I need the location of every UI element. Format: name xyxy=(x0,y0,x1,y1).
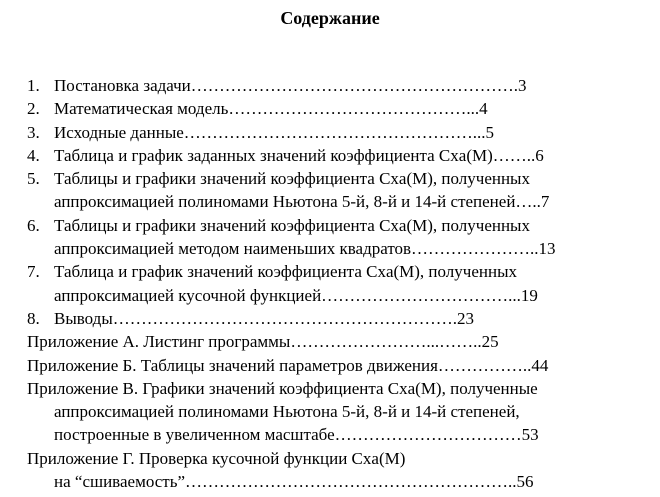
toc-appendix-v-continuation-2 xyxy=(0,423,660,446)
toc-entry-5-continuation xyxy=(0,190,660,213)
toc-entry-text: Таблицы и графики значений коэффициента Cxa(M), полученных xyxy=(54,169,530,189)
toc-entry-4 xyxy=(0,144,660,167)
toc-entry-8 xyxy=(0,307,660,330)
toc-entry-text: Таблица и график заданных значений коэффициента Cxa(M)……..6 xyxy=(54,145,544,165)
toc-appendix-v-continuation xyxy=(0,400,660,423)
toc-entry-text-continuation: аппроксимацией полиномами Ньютона 5-й, 8-й и 14-й степеней…..7 xyxy=(54,192,550,212)
toc-entry-text: Таблица и график значений коэффициента Cxa(M), полученных xyxy=(54,262,518,282)
toc-entry-1 xyxy=(0,74,660,97)
toc-entry-text: Приложение А. Листинг программы……………………...……..25 xyxy=(27,332,499,352)
toc-entry-number: 7. xyxy=(27,262,40,282)
toc-entry-number: 6. xyxy=(27,215,40,235)
toc-entry-6 xyxy=(0,214,660,237)
toc-entry-text: Таблицы и графики значений коэффициента Cxa(M), полученных xyxy=(54,215,530,235)
toc-entry-3 xyxy=(0,121,660,144)
toc-entry-number: 8. xyxy=(27,308,40,328)
toc-appendix-v xyxy=(0,377,660,400)
toc-appendix-b xyxy=(0,354,660,377)
toc-entry-text-continuation: на “сшиваемость”…………………………………………………..56 xyxy=(54,472,534,492)
toc-appendix-g xyxy=(0,447,660,470)
toc-entry-text: Приложение В. Графики значений коэффициента Cxa(M), полученные xyxy=(27,378,538,398)
toc-entry-text: Приложение Г. Проверка кусочной функции Cxa(M) xyxy=(27,448,406,468)
toc-entry-text-continuation: аппроксимацией методом наименьших квадратов…………………..13 xyxy=(54,239,556,259)
toc-entry-number: 1. xyxy=(27,76,40,95)
toc-entry-number: 2. xyxy=(27,99,40,119)
toc-entry-text-continuation: аппроксимацией кусочной функцией……………………………...19 xyxy=(54,285,538,305)
toc-entry-2 xyxy=(0,97,660,120)
toc-entry-text: Приложение Б. Таблицы значений параметров движения……………..44 xyxy=(27,355,549,375)
toc-entry-7-continuation xyxy=(0,284,660,307)
toc-entry-5 xyxy=(0,167,660,190)
toc-entry-text: Математическая модель……………………………………...4 xyxy=(54,99,488,119)
toc-entry-text: Исходные данные……………………………………………...5 xyxy=(54,122,495,142)
page-title: Содержание xyxy=(280,8,380,28)
toc-entry-text-continuation: построенные в увеличенном масштабе……………………………53 xyxy=(54,425,539,445)
toc-entry-number: 3. xyxy=(27,122,40,142)
toc-entry-6-continuation xyxy=(0,237,660,260)
toc-entry-7 xyxy=(0,260,660,283)
toc-entry-text: Постановка задачи………………………………………………….3 xyxy=(54,76,527,95)
toc-entry-number: 5. xyxy=(27,169,40,189)
toc-entry-number: 4. xyxy=(27,145,40,165)
toc-entry-text: Выводы…………………………………………………….23 xyxy=(54,308,475,328)
toc-appendix-a xyxy=(0,330,660,353)
toc-entry-text-continuation: аппроксимацией полиномами Ньютона 5-й, 8-й и 14-й степеней, xyxy=(54,402,520,422)
table-of-contents xyxy=(0,74,660,493)
toc-appendix-g-continuation xyxy=(0,470,660,493)
